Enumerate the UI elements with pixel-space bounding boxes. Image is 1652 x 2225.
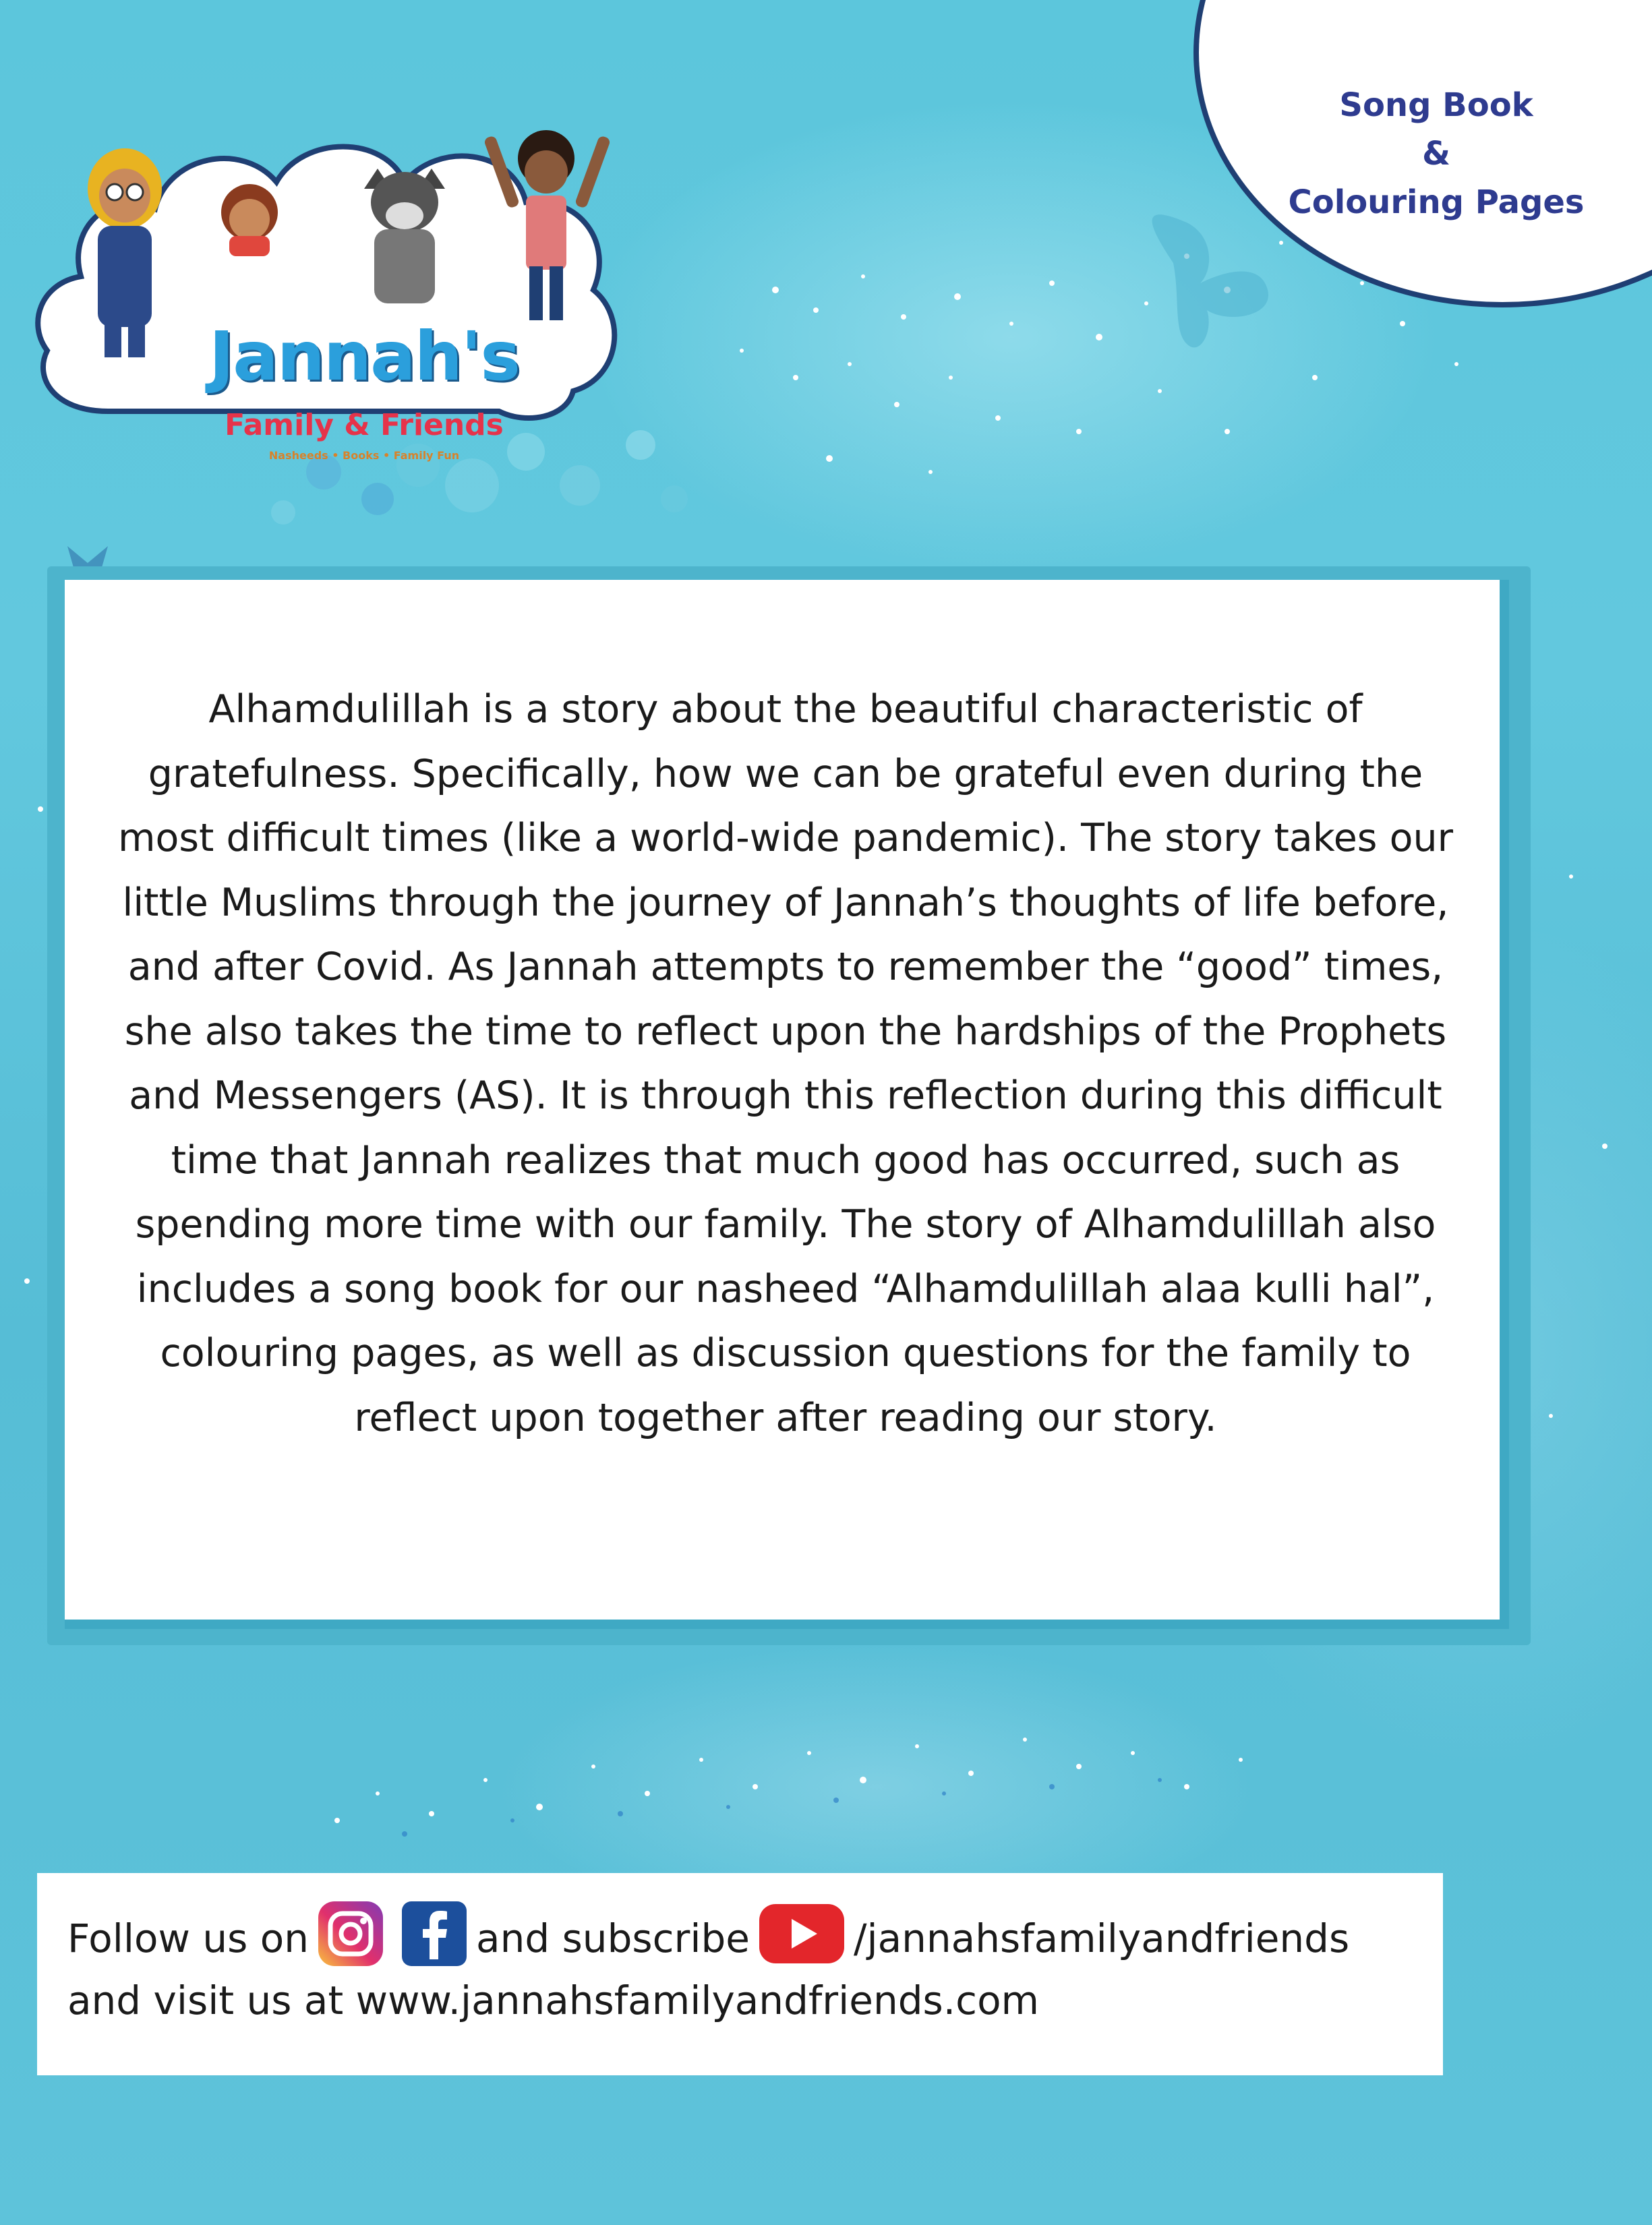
badge-text: [1241, 81, 1632, 227]
bottom-edge: [0, 2205, 1652, 2225]
logo-title: Jannah's: [209, 317, 519, 396]
subscribe-label: and subscribe: [476, 1916, 750, 1961]
footer-social-box: [37, 1873, 1443, 2075]
badge-line-ampersand: &: [1422, 135, 1450, 173]
channel-handle[interactable]: /jannahsfamilyandfriends: [853, 1916, 1350, 1961]
follow-label: Follow us on: [67, 1916, 309, 1961]
facebook-icon[interactable]: [401, 1900, 468, 1977]
footer-follow-line: [67, 1900, 1349, 1977]
youtube-icon[interactable]: [758, 1903, 846, 1974]
instagram-icon[interactable]: [317, 1900, 384, 1977]
badge-line-colouring-pages: Colouring Pages: [1288, 183, 1585, 221]
footer-visit-line[interactable]: and visit us at www.jannahsfamilyandfriends.com: [67, 1978, 1040, 2023]
description-text: Alhamdulillah is a story about the beautiful characteristic of gratefulness. Specifically, how we can be grateful even during the most difficult times (like a world-wide pandemic). The story takes our little Muslims through the journey of Jannah’s thoughts of life before, and after Covid. As Jannah attempts to remember the “good” times, she also takes the time to reflect upon the hardships of the Prophets and Messengers (AS). It is through this reflection during this difficult time that Jannah realizes that much good has occurred, such as spending more time with our family. The story of Alhamdulillah also includes a song book for our nasheed “Alhamdulillah alaa kulli hal”, colouring pages, as well as discussion questions for the family to reflect upon together after reading our story.: [117, 687, 1454, 1440]
jannahs-family-logo: [27, 94, 620, 462]
logo-subtitle: Family & Friends: [225, 408, 504, 442]
logo-tagline: Nasheeds • Books • Family Fun: [268, 449, 460, 462]
badge-line-song-book: Song Book: [1339, 86, 1533, 124]
